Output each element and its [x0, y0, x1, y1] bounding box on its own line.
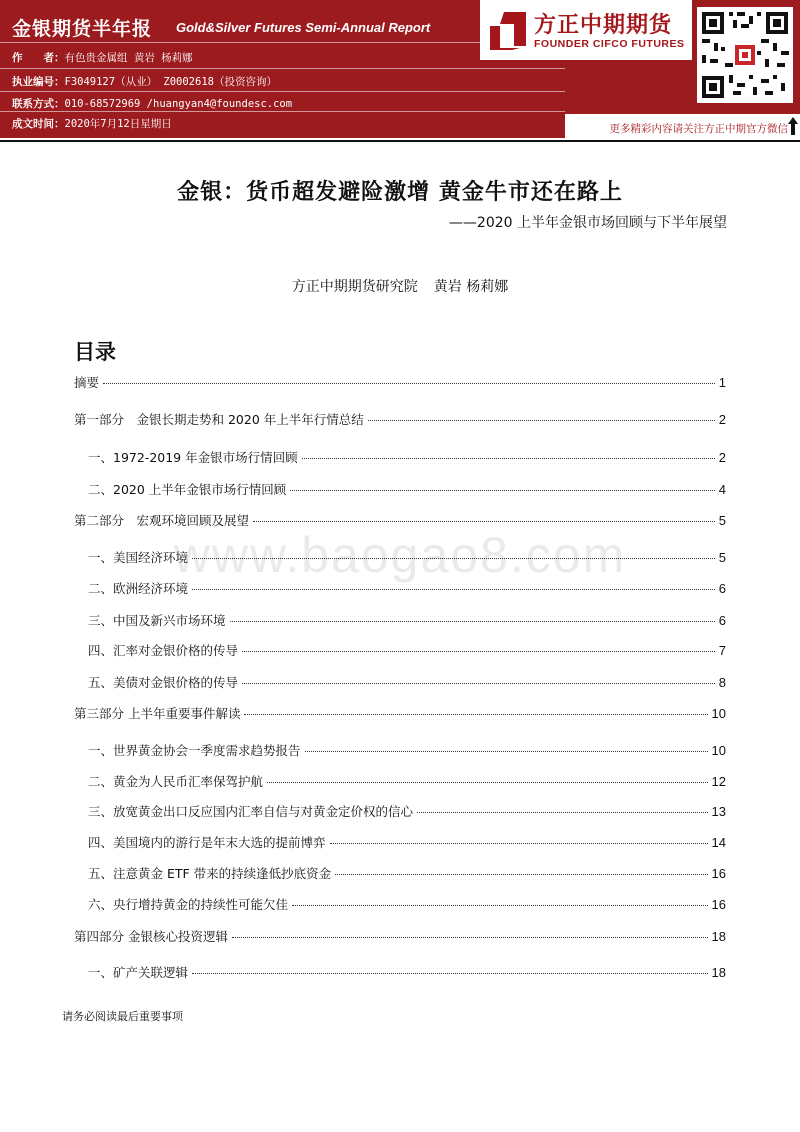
report-subtitle: ——2020 上半年金银市场回顾与下半年展望 [448, 215, 727, 231]
toc-leader-dots [230, 621, 715, 622]
toc-entry-label: 第四部分 金银核心投资逻辑 [74, 929, 228, 944]
header-bottom-rule [0, 140, 800, 142]
toc-entry-label: 五、美债对金银价格的传导 [88, 675, 239, 690]
toc-leader-dots [192, 973, 708, 974]
toc-entry[interactable] [74, 511, 726, 529]
toc-leader-dots [242, 683, 715, 684]
toc-leader-dots [253, 521, 715, 522]
toc-entry-page: 18 [711, 965, 726, 980]
toc-entry-label: 二、欧洲经济环境 [88, 581, 189, 596]
toc-entry-label: 摘要 [74, 375, 100, 390]
toc-entry-page: 2 [718, 450, 726, 465]
toc-entry[interactable] [74, 373, 726, 391]
date-line [12, 116, 172, 131]
research-institute: 方正中期期货研究院 [291, 279, 418, 295]
toc-entry-page: 7 [718, 643, 726, 658]
company-logo [480, 0, 692, 60]
author-names: 黄岩 杨莉娜 [433, 279, 509, 295]
contact-line [12, 96, 292, 111]
toc-leader-dots [244, 714, 707, 715]
toc-entry-page: 14 [711, 835, 726, 850]
toc-entry[interactable] [74, 704, 726, 722]
toc-leader-dots [290, 490, 714, 491]
follow-wechat-text: 更多精彩内容请关注方正中期官方微信 [609, 123, 788, 135]
qr-code-icon [697, 7, 793, 103]
toc-entry-page: 13 [711, 804, 726, 819]
author-value: 有色贵金属组 黄岩 杨莉娜 [64, 52, 193, 64]
toc-entry-label: 一、美国经济环境 [88, 550, 189, 565]
author-label: 作 者： [12, 52, 65, 64]
toc-entry[interactable] [88, 641, 726, 659]
toc-entry-label: 三、放宽黄金出口反应国内汇率自信与对黄金定价权的信心 [88, 804, 414, 819]
toc-entry-page: 1 [718, 375, 726, 390]
toc-entry-page: 6 [718, 613, 726, 628]
toc-entry-label: 第三部分 上半年重要事件解读 [74, 706, 241, 721]
logo-english-name: FOUNDER CIFCO FUTURES [534, 38, 685, 50]
watermark: www.baogao8.com [173, 527, 627, 583]
report-header-banner [0, 0, 800, 138]
toc-entry-page: 10 [711, 743, 726, 758]
toc-entry[interactable] [74, 410, 726, 428]
report-type-subtitle: Gold&Silver Futures Semi-Annual Report [176, 20, 431, 35]
toc-entry-page: 5 [718, 550, 726, 565]
toc-entry-page: 8 [718, 675, 726, 690]
toc-entry[interactable] [88, 579, 726, 597]
license-value: F3049127（从业） Z0002618（投资咨询） [64, 76, 277, 88]
toc-entry-label: 六、央行增持黄金的持续性可能欠佳 [88, 897, 289, 912]
toc-entry[interactable] [88, 741, 726, 759]
toc-heading: 目录 [74, 340, 116, 364]
toc-leader-dots [232, 937, 708, 938]
date-value: 2020年7月12日星期日 [64, 118, 172, 130]
toc-entry-page: 16 [711, 866, 726, 881]
toc-entry[interactable] [88, 611, 726, 629]
report-title: 金银：货币超发避险激增 黄金牛市还在路上 [177, 180, 623, 205]
toc-leader-dots [330, 843, 708, 844]
toc-entry[interactable] [88, 963, 726, 981]
toc-entry-page: 18 [711, 929, 726, 944]
toc-entry-label: 一、世界黄金协会一季度需求趋势报告 [88, 743, 301, 758]
toc-entry-label: 五、注意黄金 ETF 带来的持续逢低抄底资金 [88, 866, 332, 881]
header-divider [0, 68, 565, 69]
report-type-title: 金银期货半年报 [12, 18, 153, 40]
toc-entry-page: 12 [711, 774, 726, 789]
toc-entry[interactable] [88, 448, 726, 466]
toc-entry[interactable] [74, 927, 726, 945]
toc-entry[interactable] [88, 772, 726, 790]
toc-entry-page: 10 [711, 706, 726, 721]
report-authors [0, 276, 800, 296]
toc-entry-page: 5 [718, 513, 726, 528]
toc-leader-dots [192, 589, 715, 590]
toc-entry-label: 第一部分 金银长期走势和 2020 年上半年行情总结 [74, 412, 364, 427]
license-label: 执业编号： [12, 76, 65, 88]
license-line [12, 74, 277, 89]
toc-entry-page: 4 [718, 482, 726, 497]
toc-leader-dots [417, 812, 708, 813]
toc-entry-label: 四、汇率对金银价格的传导 [88, 643, 239, 658]
toc-entry[interactable] [88, 864, 726, 882]
date-label: 成文时间： [12, 118, 65, 130]
toc-entry-label: 二、2020 上半年金银市场行情回顾 [88, 482, 287, 497]
toc-entry[interactable] [88, 548, 726, 566]
follow-wechat-bar[interactable] [565, 114, 800, 138]
toc-leader-dots [302, 458, 715, 459]
toc-entry[interactable] [88, 802, 726, 820]
toc-entry-label: 四、美国境内的游行是年末大选的提前博弈 [88, 835, 326, 850]
toc-entry[interactable] [88, 895, 726, 913]
toc-entry-page: 6 [718, 581, 726, 596]
arrow-up-icon [788, 116, 798, 136]
toc-leader-dots [242, 651, 715, 652]
toc-leader-dots [368, 420, 715, 421]
toc-leader-dots [335, 874, 707, 875]
toc-entry-label: 三、中国及新兴市场环境 [88, 613, 226, 628]
logo-chinese-name: 方正中期期货 [534, 13, 673, 38]
toc-entry-label: 第二部分 宏观环境回顾及展望 [74, 513, 250, 528]
author-line [12, 50, 193, 65]
toc-leader-dots [305, 751, 708, 752]
founder-logo-icon [488, 10, 528, 50]
disclaimer-note: 请务必阅读最后重要事项 [62, 1010, 183, 1023]
toc-entry-label: 一、矿产关联逻辑 [88, 965, 189, 980]
toc-entry[interactable] [88, 833, 726, 851]
toc-entry-page: 2 [718, 412, 726, 427]
contact-label: 联系方式： [12, 98, 65, 110]
contact-value[interactable]: 010-68572969 /huangyan4@foundesc.com [64, 98, 293, 110]
toc-entry-label: 一、1972-2019 年金银市场行情回顾 [88, 450, 298, 465]
toc-leader-dots [267, 782, 708, 783]
toc-entry-page: 16 [711, 897, 726, 912]
toc-entry-label: 二、黄金为人民币汇率保驾护航 [88, 774, 264, 789]
toc-entry[interactable] [88, 480, 726, 498]
toc-leader-dots [103, 383, 715, 384]
header-divider [0, 111, 565, 112]
toc-entry[interactable] [88, 673, 726, 691]
toc-leader-dots [292, 905, 708, 906]
header-divider [0, 91, 565, 92]
toc-leader-dots [192, 558, 715, 559]
